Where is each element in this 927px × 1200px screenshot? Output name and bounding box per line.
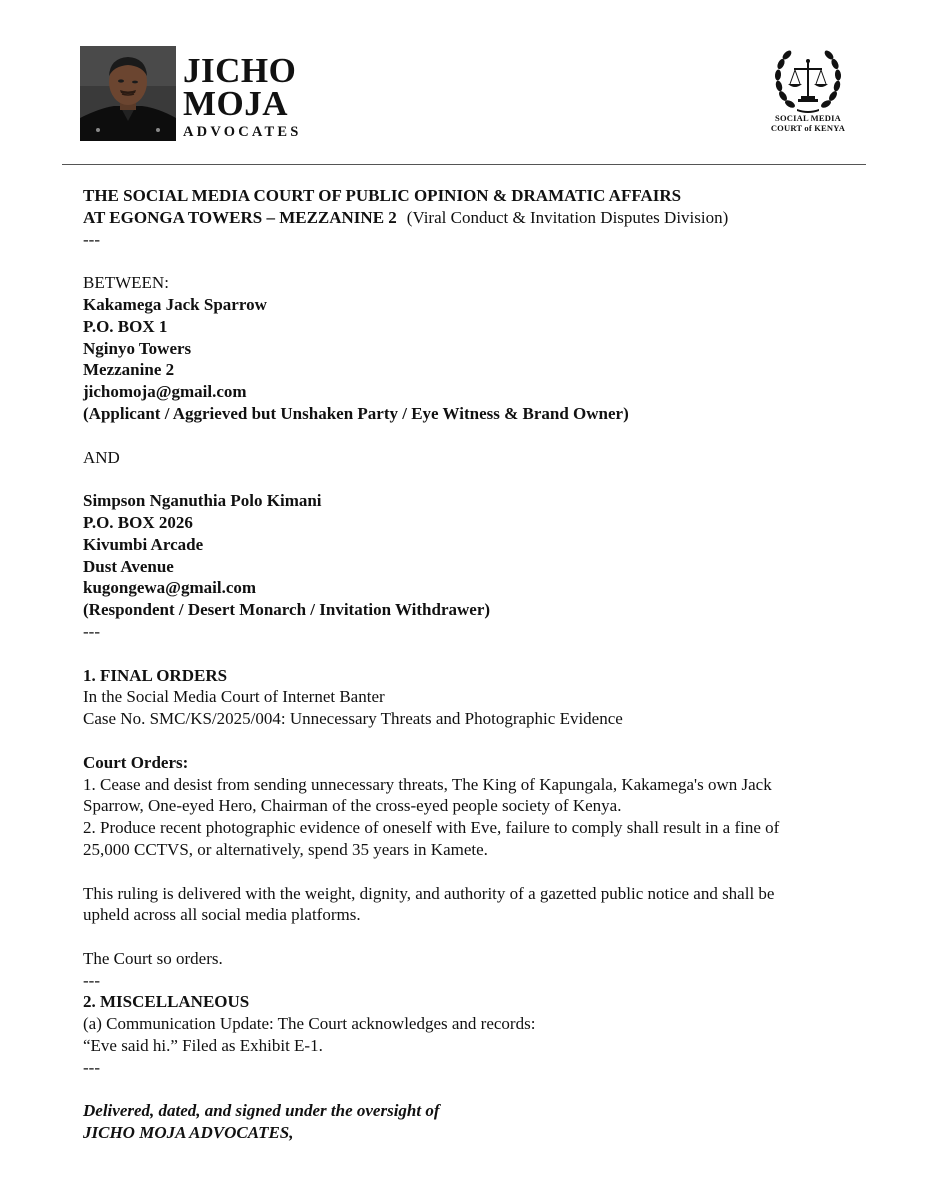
between-label: BETWEEN: xyxy=(83,273,169,293)
scales-of-justice-icon xyxy=(773,46,843,114)
separator: --- xyxy=(83,229,100,249)
applicant-box: P.O. BOX 1 xyxy=(83,316,168,336)
brand-line-1: JICHO xyxy=(183,51,297,90)
brand-line-3: ADVOCATES xyxy=(183,124,302,140)
court-location-line xyxy=(83,207,853,229)
final-orders-heading: 1. FINAL ORDERS xyxy=(83,665,228,685)
applicant-building: Nginyo Towers xyxy=(83,338,192,358)
respondent-email: kugongewa@gmail.com xyxy=(83,578,257,598)
separator: --- xyxy=(83,970,100,990)
respondent-building: Kivumbi Arcade xyxy=(83,534,204,554)
seal-line-1: SOCIAL MEDIA xyxy=(775,113,841,123)
order-2-line-2: 25,000 CCTVS, or alternatively, spend 35 years in Kamete. xyxy=(83,839,488,859)
firm-wordmark xyxy=(183,53,301,140)
court-location: AT EGONGA TOWERS – MEZZANINE 2 xyxy=(83,207,397,227)
applicant-floor: Mezzanine 2 xyxy=(83,360,175,380)
case-line: Case No. SMC/KS/2025/004: Unnecessary Threats and Photographic Evidence xyxy=(83,709,623,729)
separator: --- xyxy=(83,621,100,641)
respondent-role: (Respondent / Desert Monarch / Invitation Withdrawer) xyxy=(83,600,491,620)
respondent-name: Simpson Nganuthia Polo Kimani xyxy=(83,491,322,511)
portrait-image xyxy=(80,46,176,141)
court-division: (Viral Conduct & Invitation Disputes Division) xyxy=(406,207,729,227)
closing-statement: The Court so orders. xyxy=(83,948,223,968)
court-seal xyxy=(763,46,853,144)
court-order-body xyxy=(83,185,853,1144)
signature-line-2: JICHO MOJA ADVOCATES, xyxy=(83,1123,294,1143)
respondent-street: Dust Avenue xyxy=(83,556,174,576)
separator: --- xyxy=(83,1057,100,1077)
order-1-line-1: 1. Cease and desist from sending unnecessary threats, The King of Kapungala, Kakamega's own Jack xyxy=(83,774,772,794)
ruling-line-2: upheld across all social media platforms. xyxy=(83,905,361,925)
respondent-box: P.O. BOX 2026 xyxy=(83,512,193,532)
letterhead xyxy=(0,0,927,170)
misc-line-1: (a) Communication Update: The Court acknowledges and records: xyxy=(83,1014,536,1034)
ruling-line-1: This ruling is delivered with the weight, dignity, and authority of a gazetted public notice and shall be xyxy=(83,883,775,903)
misc-line-2: “Eve said hi.” Filed as Exhibit E-1. xyxy=(83,1036,323,1056)
court-line: In the Social Media Court of Internet Banter xyxy=(83,687,385,707)
order-1-line-2: Sparrow, One-eyed Hero, Chairman of the cross-eyed people society of Kenya. xyxy=(83,796,622,816)
signature-line-1: Delivered, dated, and signed under the oversight of xyxy=(83,1101,440,1121)
seal-line-2: COURT of KENYA xyxy=(770,122,846,133)
applicant-role: (Applicant / Aggrieved but Unshaken Party / Eye Witness & Brand Owner) xyxy=(83,403,629,423)
applicant-name: Kakamega Jack Sparrow xyxy=(83,294,267,314)
court-title: THE SOCIAL MEDIA COURT OF PUBLIC OPINION & DRAMATIC AFFAIRS xyxy=(83,186,682,205)
header-divider xyxy=(62,164,866,165)
court-orders-heading: Court Orders: xyxy=(83,752,189,772)
order-2-line-1: 2. Produce recent photographic evidence of oneself with Eve, failure to comply shall result in a fine of xyxy=(83,818,780,838)
applicant-email: jichomoja@gmail.com xyxy=(83,382,247,402)
and-label: AND xyxy=(83,447,120,467)
misc-heading: 2. MISCELLANEOUS xyxy=(83,992,250,1012)
brand-line-2: MOJA xyxy=(183,84,289,123)
profile-photo xyxy=(80,46,176,141)
